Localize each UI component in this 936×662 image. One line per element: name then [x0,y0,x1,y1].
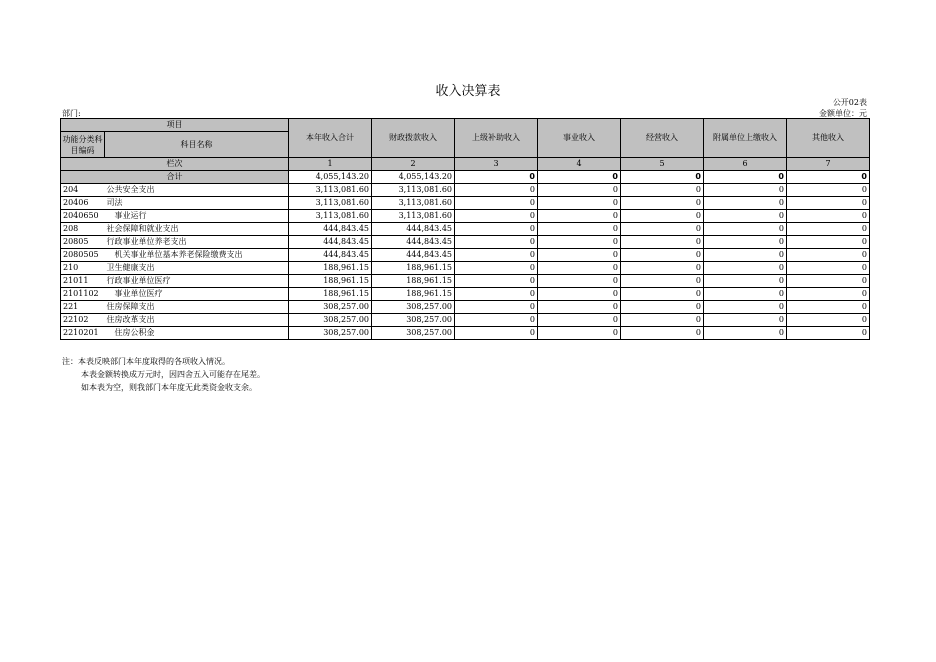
table-row [61,236,870,249]
row-value: 3,113,081.60 [289,197,372,210]
row-value: 0 [704,223,787,236]
row-code: 210 [61,262,105,275]
row-value: 0 [621,184,704,197]
row-code: 2210201 [61,327,105,340]
row-value: 188,961.15 [289,288,372,301]
row-value: 0 [787,236,870,249]
row-value: 444,843.45 [372,236,455,249]
row-value: 0 [704,249,787,262]
row-name: 行政事业单位医疗 [105,275,289,288]
row-value: 188,961.15 [372,262,455,275]
row-value: 0 [538,301,621,314]
table-row [61,223,870,236]
row-value: 0 [455,184,538,197]
row-value: 308,257.00 [372,301,455,314]
unit-label: 金额单位：元 [819,109,867,118]
row-value: 0 [621,223,704,236]
row-value: 0 [455,249,538,262]
report-title: 收入决算表 [435,84,501,99]
row-value: 0 [455,327,538,340]
row-value: 0 [704,262,787,275]
row-value: 0 [538,262,621,275]
row-value: 0 [538,288,621,301]
row-value: 0 [787,184,870,197]
row-value: 0 [787,223,870,236]
row-value: 0 [704,327,787,340]
row-value: 0 [787,197,870,210]
row-value: 444,843.45 [289,236,372,249]
row-value: 0 [704,197,787,210]
total-value: 0 [455,171,538,184]
row-name: 卫生健康支出 [105,262,289,275]
row-name: 住房改革支出 [105,314,289,327]
table-row [61,262,870,275]
total-row-label: 合计 [61,171,289,184]
row-value: 0 [787,314,870,327]
row-value: 0 [455,197,538,210]
row-name: 住房公积金 [105,327,289,340]
row-name: 司法 [105,197,289,210]
header-col-1: 本年收入合计 [289,119,372,158]
row-value: 444,843.45 [289,249,372,262]
row-value: 0 [621,236,704,249]
row-code: 20406 [61,197,105,210]
row-value: 0 [704,210,787,223]
row-code: 20805 [61,236,105,249]
row-value: 0 [787,275,870,288]
header-col-5: 经营收入 [621,119,704,158]
row-code: 2040650 [61,210,105,223]
row-value: 308,257.00 [289,327,372,340]
row-name: 住房保障支出 [105,301,289,314]
header-item: 项目 [61,119,289,132]
row-value: 3,113,081.60 [372,210,455,223]
row-name: 机关事业单位基本养老保险缴费支出 [105,249,289,262]
row-value: 3,113,081.60 [289,210,372,223]
row-value: 0 [455,275,538,288]
row-value: 0 [704,236,787,249]
row-value: 0 [787,249,870,262]
header-col-4: 事业收入 [538,119,621,158]
note-line: 注：本表反映部门本年度取得的各项收入情况。 [62,357,230,366]
row-value: 0 [787,262,870,275]
footnotes [62,355,265,394]
row-value: 0 [455,301,538,314]
row-value: 0 [621,249,704,262]
row-code: 2101102 [61,288,105,301]
row-value: 0 [787,301,870,314]
header-col-3: 上级补助收入 [455,119,538,158]
total-value: 0 [621,171,704,184]
total-value: 4,055,143.20 [372,171,455,184]
row-value: 0 [538,197,621,210]
row-name: 公共安全支出 [105,184,289,197]
index-num: 1 [289,158,372,171]
row-value: 0 [621,301,704,314]
index-num: 4 [538,158,621,171]
row-value: 444,843.45 [372,223,455,236]
table-row [61,314,870,327]
row-value: 0 [455,288,538,301]
index-num: 3 [455,158,538,171]
row-value: 0 [621,314,704,327]
total-value: 4,055,143.20 [289,171,372,184]
row-value: 0 [538,223,621,236]
row-value: 0 [787,288,870,301]
total-value: 0 [704,171,787,184]
row-value: 0 [704,301,787,314]
table-row [61,301,870,314]
row-value: 308,257.00 [289,314,372,327]
row-code: 21011 [61,275,105,288]
row-value: 0 [787,210,870,223]
row-value: 308,257.00 [289,301,372,314]
note-line: 如本表为空，则我部门本年度无此类资金收支余。 [81,383,257,392]
row-value: 308,257.00 [372,327,455,340]
row-name: 事业运行 [105,210,289,223]
row-value: 0 [704,314,787,327]
row-value: 0 [455,210,538,223]
row-value: 188,961.15 [372,275,455,288]
row-value: 0 [621,210,704,223]
row-value: 444,843.45 [289,223,372,236]
row-value: 3,113,081.60 [372,197,455,210]
row-name: 事业单位医疗 [105,288,289,301]
row-code: 22102 [61,314,105,327]
row-value: 3,113,081.60 [289,184,372,197]
index-row-label: 栏次 [61,158,289,171]
row-value: 0 [704,275,787,288]
row-code: 221 [61,301,105,314]
table-row [61,275,870,288]
index-num: 2 [372,158,455,171]
table-row [61,288,870,301]
row-value: 0 [538,184,621,197]
row-value: 0 [538,275,621,288]
index-num: 5 [621,158,704,171]
row-value: 0 [455,223,538,236]
income-table [60,118,870,340]
row-value: 0 [621,288,704,301]
index-num: 6 [704,158,787,171]
header-col-7: 其他收入 [787,119,870,158]
department-label: 部门: [62,109,81,118]
row-value: 0 [704,184,787,197]
note-line: 本表金额转换成万元时，因四舍五入可能存在尾差。 [81,370,265,379]
header-col-2: 财政拨款收入 [372,119,455,158]
row-value: 0 [538,314,621,327]
row-code: 2080505 [61,249,105,262]
row-value: 0 [538,327,621,340]
row-value: 0 [621,327,704,340]
row-name: 社会保障和就业支出 [105,223,289,236]
total-value: 0 [787,171,870,184]
row-name: 行政事业单位养老支出 [105,236,289,249]
row-value: 0 [455,236,538,249]
table-row [61,197,870,210]
table-row [61,327,870,340]
row-value: 188,961.15 [289,275,372,288]
total-value: 0 [538,171,621,184]
form-number: 公开02表 [832,98,867,107]
index-num: 7 [787,158,870,171]
row-value: 188,961.15 [372,288,455,301]
header-name: 科目名称 [105,132,289,158]
header-code: 功能分类科目编码 [61,132,105,158]
row-value: 188,961.15 [289,262,372,275]
row-value: 0 [704,288,787,301]
row-value: 0 [621,262,704,275]
row-code: 204 [61,184,105,197]
header-col-6: 附属单位上缴收入 [704,119,787,158]
row-value: 0 [455,262,538,275]
table-row [61,184,870,197]
row-value: 0 [787,327,870,340]
table-row [61,210,870,223]
row-value: 0 [455,314,538,327]
row-value: 444,843.45 [372,249,455,262]
table-row [61,249,870,262]
row-value: 0 [538,249,621,262]
row-value: 3,113,081.60 [372,184,455,197]
row-code: 208 [61,223,105,236]
row-value: 0 [621,275,704,288]
row-value: 0 [621,197,704,210]
row-value: 308,257.00 [372,314,455,327]
row-value: 0 [538,210,621,223]
row-value: 0 [538,236,621,249]
